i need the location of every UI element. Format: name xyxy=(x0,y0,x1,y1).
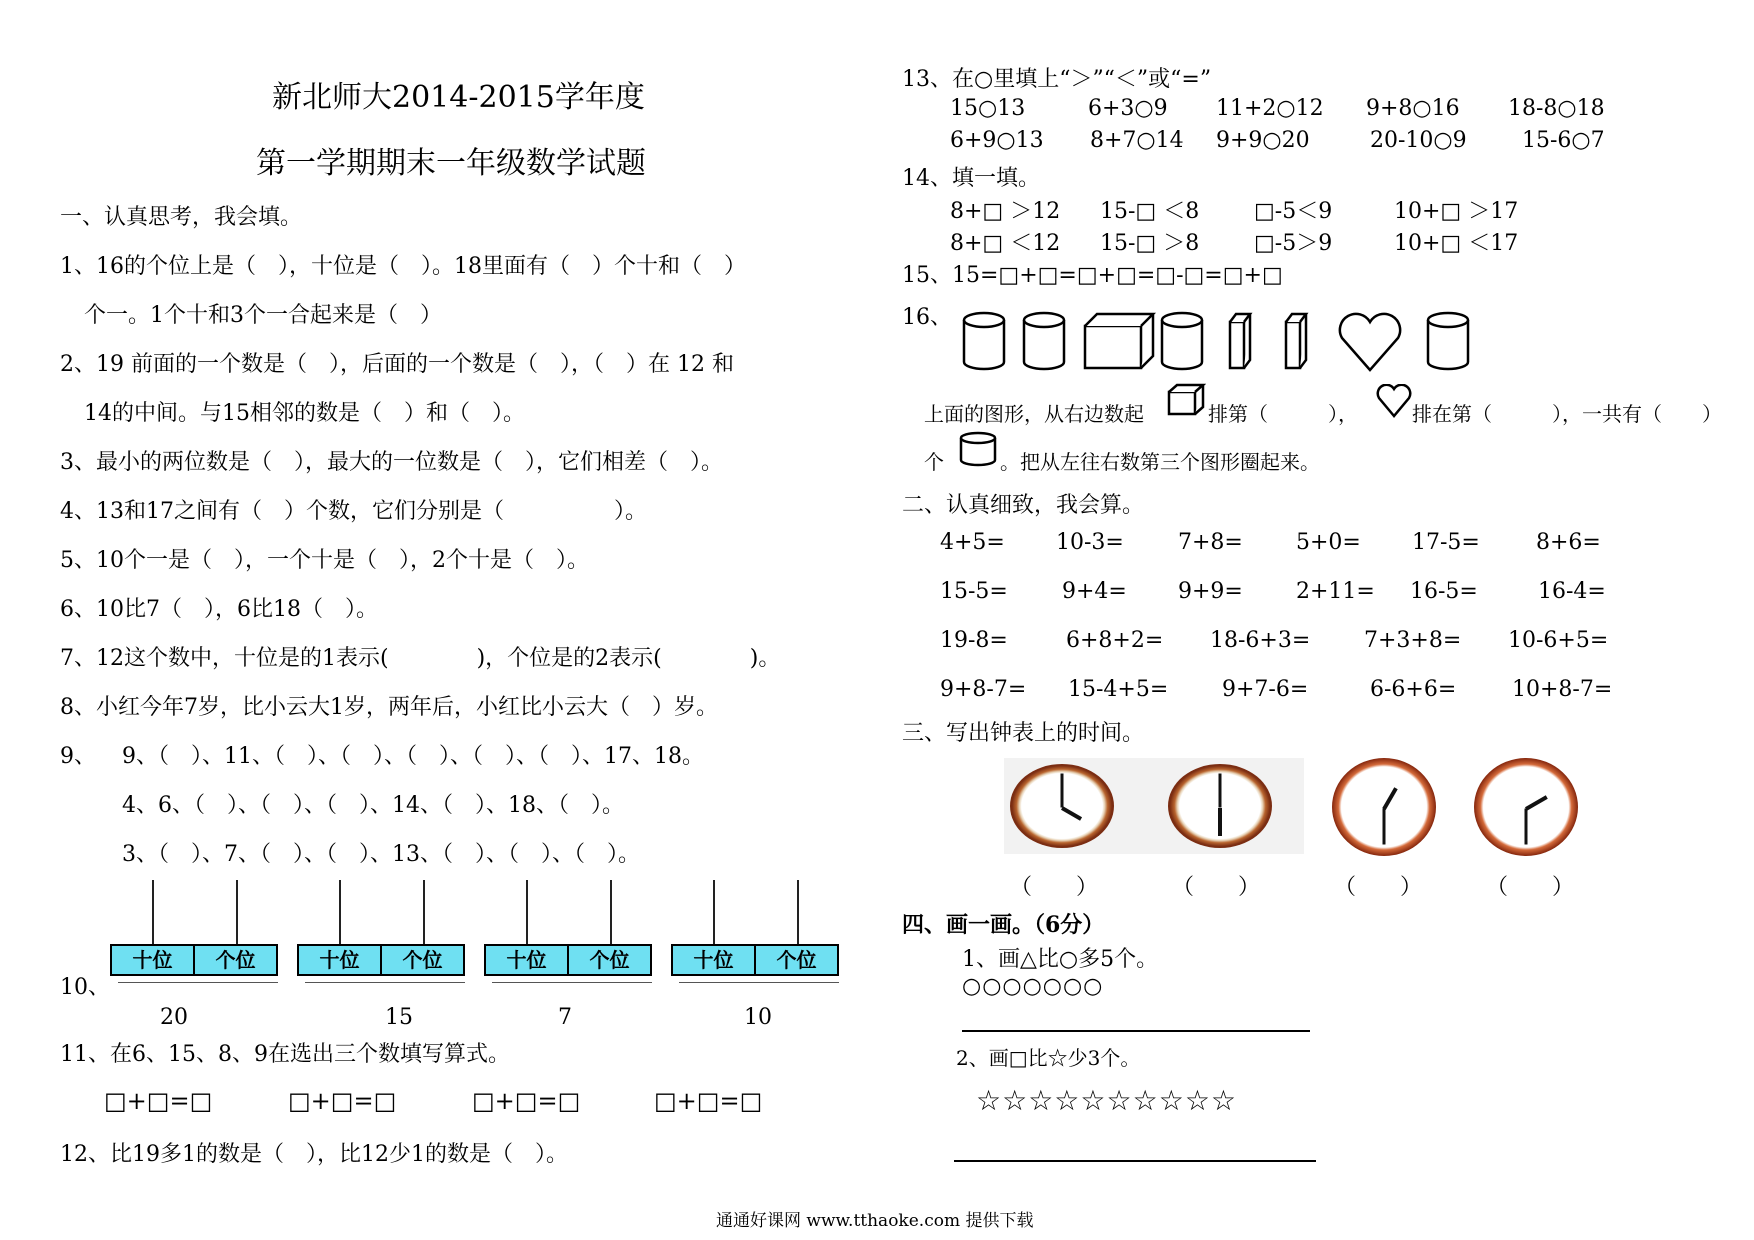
section-3-heading: 三、写出钟表上的时间。 xyxy=(902,721,1145,746)
calc-r2-c4: 2+11= xyxy=(1296,579,1375,604)
cuboid-icon xyxy=(1085,314,1153,368)
question-7: 7、12这个数中，十位是的1表示( )，个位是的2表示( )。 xyxy=(60,646,781,671)
q14-r1-c1: 8+□ ＞12 xyxy=(950,199,1061,224)
calc-r4-c1: 9+8-7= xyxy=(940,677,1027,702)
calc-r3-c1: 19-8= xyxy=(940,628,1008,653)
calc-r1-c5: 17-5= xyxy=(1412,530,1480,555)
calc-r1-c6: 8+6= xyxy=(1536,530,1601,555)
question-6: 6、10比7（ ），6比18（ ）。 xyxy=(60,597,378,622)
abacus-tens-label: 十位 xyxy=(486,946,569,974)
clock-icon xyxy=(1332,758,1436,856)
cube-icon xyxy=(1166,382,1206,418)
circles-row: ○○○○○○○ xyxy=(962,974,1104,999)
thin-prism-icon xyxy=(1286,314,1306,368)
cylinder-icon xyxy=(958,430,998,468)
equation-blank-4[interactable]: □+□=□ xyxy=(654,1087,763,1115)
calc-r2-c6: 16-4= xyxy=(1538,579,1606,604)
abacus-ones-label: 个位 xyxy=(402,948,443,972)
q16-text-1a: 上面的图形，从右边数起 xyxy=(924,402,1144,426)
question-9-sequence-3: 3、（ ）、7、（ ）、（ ）、13、（ ）、（ ）、（ ）。 xyxy=(122,842,640,867)
q13-r1-c2: 6+3○9 xyxy=(1088,96,1168,121)
q14-r2-c1: 8+□ ＜12 xyxy=(950,231,1061,256)
q16-text-1b: 排第（ ）， xyxy=(1208,402,1358,426)
q14-r1-c4: 10+□ ＞17 xyxy=(1394,199,1519,224)
calc-r2-c2: 9+4= xyxy=(1062,579,1127,604)
abacus-ones-label: 个位 xyxy=(215,948,256,972)
q13-r2-c5: 15-6○7 xyxy=(1522,128,1605,153)
question-16-label: 16、 xyxy=(902,305,952,330)
q16-text-2b: 。把从左往右数第三个图形圈起来。 xyxy=(1000,450,1320,474)
question-11: 11、在6、15、8、9在选出三个数填写算式。 xyxy=(60,1042,510,1067)
answer-line-2[interactable] xyxy=(954,1160,1316,1162)
cylinder-icon xyxy=(964,313,1004,369)
q13-r1-c5: 18-8○18 xyxy=(1508,96,1605,121)
abacus-3 xyxy=(484,880,652,990)
question-1-line2: 个一。1个十和3个一合起来是（ ） xyxy=(84,303,442,328)
q14-r2-c3: □-5＞9 xyxy=(1254,231,1333,256)
question-5: 5、10个一是（ ），一个十是（ ），2个十是（ ）。 xyxy=(60,548,589,573)
q14-r1-c3: □-5＜9 xyxy=(1254,199,1333,224)
clock-answer-1[interactable]: （ ） xyxy=(1010,875,1099,900)
calc-r1-c3: 7+8= xyxy=(1178,530,1243,555)
exam-title-line2: 第一学期期末一年级数学试题 xyxy=(256,146,646,181)
clock-icon xyxy=(1010,764,1114,848)
calc-r4-c3: 9+7-6= xyxy=(1222,677,1309,702)
question-2-line2: 14的中间。与15相邻的数是（ ）和（ ）。 xyxy=(84,401,525,426)
calc-r1-c4: 5+0= xyxy=(1296,530,1361,555)
abacus-2 xyxy=(297,880,465,990)
abacus-1 xyxy=(110,880,278,990)
equation-blank-1[interactable]: □+□=□ xyxy=(104,1087,213,1115)
calc-r1-c1: 4+5= xyxy=(940,530,1005,555)
calc-r4-c2: 15-4+5= xyxy=(1068,677,1169,702)
q13-r1-c1: 15○13 xyxy=(950,96,1026,121)
section-4-heading: 四、画一画。（6分） xyxy=(902,912,1105,938)
heart-icon xyxy=(1376,384,1412,418)
clock-answer-3[interactable]: （ ） xyxy=(1334,875,1423,900)
cylinder-icon xyxy=(1162,313,1202,369)
abacus-tens-label: 十位 xyxy=(673,946,756,974)
calc-r2-c3: 9+9= xyxy=(1178,579,1243,604)
question-12: 12、比19多1的数是（ ），比12少1的数是（ ）。 xyxy=(60,1142,568,1167)
calc-r3-c5: 10-6+5= xyxy=(1508,628,1609,653)
footer-credit: 通通好课网 www.tthaoke.com 提供下载 xyxy=(716,1211,1034,1231)
abacus-value-1: 20 xyxy=(160,1005,188,1030)
q13-r2-c3: 9+9○20 xyxy=(1216,128,1310,153)
stars-row: ☆☆☆☆☆☆☆☆☆☆ xyxy=(976,1084,1238,1117)
section-2-heading: 二、认真细致，我会算。 xyxy=(902,493,1145,518)
q13-r2-c1: 6+9○13 xyxy=(950,128,1044,153)
clock-icon xyxy=(1474,758,1578,856)
question-9-label: 9、 xyxy=(60,744,96,769)
question-1-line1: 1、16的个位上是（ ），十位是（ ）。18里面有（ ）个十和（ ） xyxy=(60,254,746,279)
equation-blank-3[interactable]: □+□=□ xyxy=(472,1087,581,1115)
clock-icon xyxy=(1168,764,1272,848)
calc-r1-c2: 10-3= xyxy=(1056,530,1124,555)
calc-r4-c5: 10+8-7= xyxy=(1512,677,1613,702)
question-14: 14、填一填。 xyxy=(902,166,1040,191)
thin-prism-icon xyxy=(1230,314,1250,368)
draw-question-1: 1、画△比○多5个。 xyxy=(962,947,1159,972)
question-9-sequence-2: 4、6、（ ）、（ ）、（ ）、14、（ ）、18、（ ）。 xyxy=(122,793,624,818)
question-4: 4、13和17之间有（ ）个数，它们分别是（ ）。 xyxy=(60,499,647,524)
equation-blank-2[interactable]: □+□=□ xyxy=(288,1087,397,1115)
abacus-value-4: 10 xyxy=(744,1005,772,1030)
answer-line-1[interactable] xyxy=(962,1030,1310,1032)
question-10-label: 10、 xyxy=(60,975,110,1000)
calc-r4-c4: 6-6+6= xyxy=(1370,677,1457,702)
q13-r1-c4: 9+8○16 xyxy=(1366,96,1460,121)
q13-r2-c2: 8+7○14 xyxy=(1090,128,1184,153)
calc-r2-c1: 15-5= xyxy=(940,579,1008,604)
calc-r3-c4: 7+3+8= xyxy=(1364,628,1462,653)
abacus-ones-label: 个位 xyxy=(776,948,817,972)
q16-text-2a: 个 xyxy=(924,450,944,474)
calc-r3-c3: 18-6+3= xyxy=(1210,628,1311,653)
question-15: 15、15=□+□=□+□=□-□=□+□ xyxy=(902,263,1283,288)
abacus-tens-label: 十位 xyxy=(299,946,382,974)
question-9-sequence-1: 9、（ ）、11、（ ）、（ ）、（ ）、（ ）、（ ）、17、18。 xyxy=(122,744,704,769)
abacus-value-3: 7 xyxy=(558,1005,572,1030)
question-13: 13、在○里填上“＞”“＜”或“=” xyxy=(902,67,1212,92)
q16-shapes xyxy=(960,308,1480,378)
q14-r2-c2: 15-□ ＞8 xyxy=(1100,231,1200,256)
abacus-tens-label: 十位 xyxy=(112,946,195,974)
calc-r3-c2: 6+8+2= xyxy=(1066,628,1164,653)
abacus-value-2: 15 xyxy=(385,1005,413,1030)
abacus-4 xyxy=(671,880,839,990)
heart-icon xyxy=(1340,314,1400,370)
question-8: 8、小红今年7岁，比小云大1岁，两年后，小红比小云大（ ）岁。 xyxy=(60,695,718,720)
q13-r1-c3: 11+2○12 xyxy=(1216,96,1324,121)
question-2-line1: 2、19 前面的一个数是（ ），后面的一个数是（ ），（ ）在 12 和 xyxy=(60,352,734,377)
section-1-heading: 一、认真思考，我会填。 xyxy=(60,205,303,230)
q16-text-1c: 排在第（ ），一共有（ ） xyxy=(1412,402,1722,426)
clock-answer-2[interactable]: （ ） xyxy=(1172,875,1261,900)
q14-r2-c4: 10+□ ＜17 xyxy=(1394,231,1519,256)
draw-question-2: 2、画□比☆少3个。 xyxy=(956,1046,1141,1070)
q13-r2-c4: 20-10○9 xyxy=(1370,128,1467,153)
exam-title-line1: 新北师大2014-2015学年度 xyxy=(272,80,645,115)
question-3: 3、最小的两位数是（ ），最大的一位数是（ ），它们相差（ ）。 xyxy=(60,450,723,475)
abacus-ones-label: 个位 xyxy=(589,948,630,972)
cylinder-icon xyxy=(1428,313,1468,369)
cylinder-icon xyxy=(1024,313,1064,369)
calc-r2-c5: 16-5= xyxy=(1410,579,1478,604)
q14-r1-c2: 15-□ ＜8 xyxy=(1100,199,1200,224)
clock-answer-4[interactable]: （ ） xyxy=(1486,875,1575,900)
